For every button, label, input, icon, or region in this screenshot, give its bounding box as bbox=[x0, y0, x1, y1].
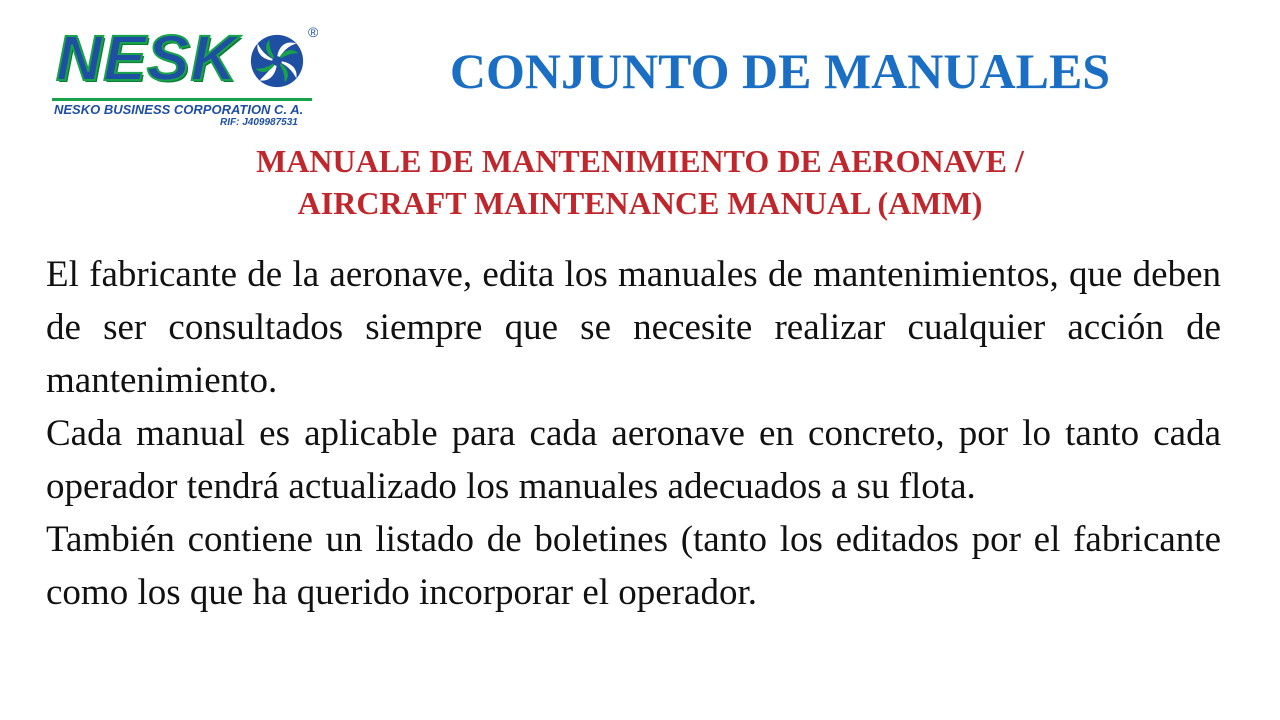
section-subtitle bbox=[0, 140, 1280, 224]
logo-swirl-icon bbox=[248, 32, 306, 90]
company-logo bbox=[52, 18, 322, 126]
subtitle-line-2: AIRCRAFT MAINTENANCE MANUAL (AMM) bbox=[297, 185, 983, 221]
logo-wordmark: NESK bbox=[56, 22, 238, 94]
subtitle-line-1: MANUALE DE MANTENIMIENTO DE AERONAVE / bbox=[256, 143, 1024, 179]
logo-rif: RIF: J409987531 bbox=[220, 117, 298, 128]
page-title: CONJUNTO DE MANUALES bbox=[449, 43, 1111, 99]
logo-divider bbox=[52, 98, 312, 101]
logo-company-name: NESKO BUSINESS CORPORATION C. A. bbox=[54, 102, 304, 117]
registered-mark: ® bbox=[308, 24, 319, 40]
body-text bbox=[46, 248, 1221, 619]
body-paragraph-3: También contiene un listado de boletines (tanto los editados por el fabricante como los que ha querido incorporar el operador. bbox=[46, 519, 1221, 613]
body-paragraph-1: El fabricante de la aeronave, edita los manuales de mantenimientos, que deben de ser consultados siempre que se necesite realizar cualquier acción de mantenimiento. bbox=[46, 254, 1221, 401]
body-paragraph-2: Cada manual es aplicable para cada aeronave en concreto, por lo tanto cada operador tendrá actualizado los manuales adecuados a su flota. bbox=[46, 413, 1221, 507]
